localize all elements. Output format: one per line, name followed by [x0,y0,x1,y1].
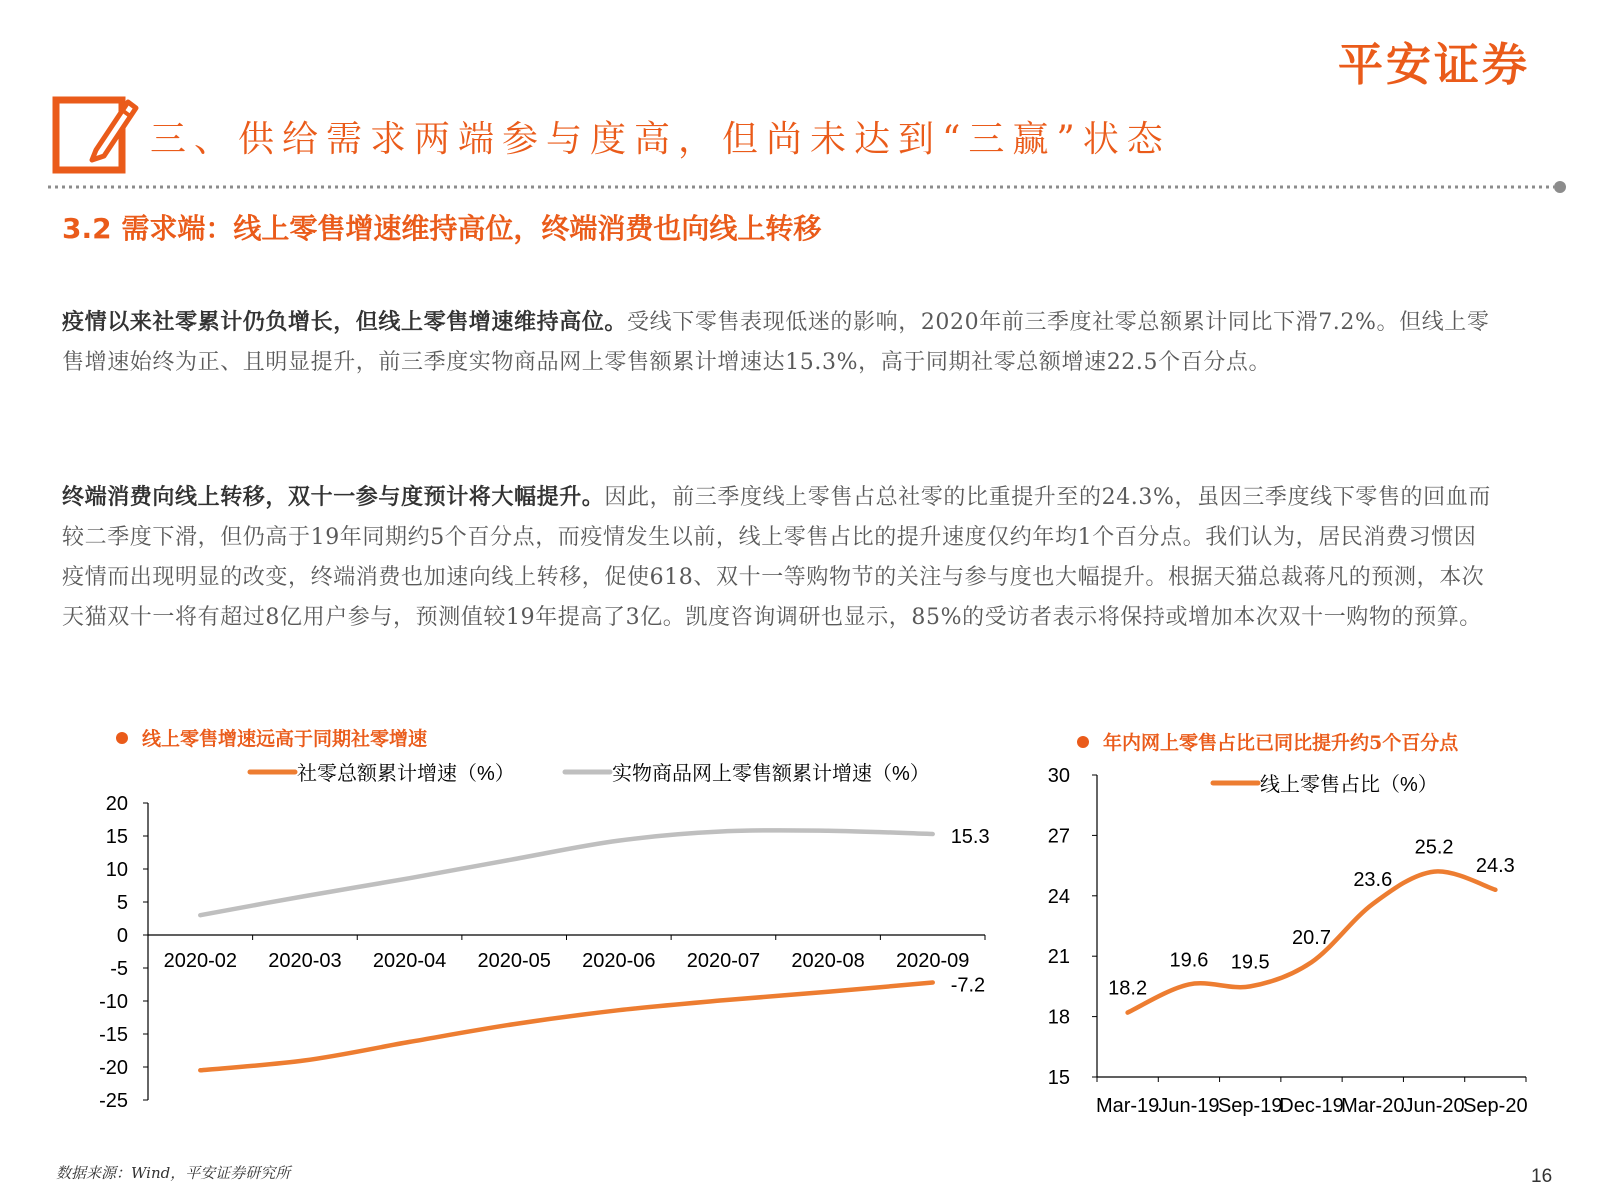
y-tick-label: -10 [99,991,128,1013]
paragraph-2-body: 因此，前三季度线上零售占总社零的比重提升至的24.3%，虽因三季度线下零售的回血而较二季度下滑，但仍高于19年同期约5个百分点，而疫情发生以前，线上零售占比的提升速度仅约年均1个百分点。我们认为，居民消费习惯因疫情而出现明显的改变，终端消费也加速向线上转移，促使618、双十一等购物节的关注与参与度也大幅提升。根据天猫总裁蒋凡的预测，本次天猫双十一将有超过8亿用户参与，预测值较19年提高了3亿。凯度咨询调研也显示，85%的受访者表示将保持或增加本次双十一购物的预算。 [62,485,1491,630]
pingan-securities-logo: 平安证券 [1338,38,1531,91]
paragraph-1-body: 受线下零售表现低迷的影响，2020年前三季度社零总额累计同比下滑7.2%。但线上零售增速始终为正、且明显提升，前三季度实物商品网上零售额累计增速达15.3%，高于同期社零总额增速22.5个百分点。 [62,310,1490,375]
page-number: 16 [1531,1166,1553,1187]
y-tick-label: 18 [1047,1006,1070,1029]
data-label: 18.2 [1108,977,1148,1000]
right-chart-title-text: 年内网上零售占比已同比提升约5个百分点 [1103,732,1459,754]
bullet-dot-icon [116,732,128,744]
x-tick-label: 2020-09 [895,950,970,972]
x-tick-label: 2020-07 [686,950,761,972]
y-tick-label: -20 [99,1057,128,1079]
paragraph-1-lead: 疫情以来社零累计仍负增长，但线上零售增速维持高位。 [62,309,628,335]
legend-label: 实物商品网上零售额累计增速（%） [612,763,930,785]
x-tick-label: Sep-19 [1217,1095,1283,1117]
data-label: 25.2 [1414,836,1454,859]
series-line [200,830,932,915]
x-tick-label: Mar-19 [1095,1095,1160,1117]
y-tick-label: 24 [1047,885,1070,908]
y-tick-label: 15 [1047,1067,1070,1089]
right-chart-title [1077,728,1458,755]
x-tick-label: Dec-19 [1279,1095,1344,1117]
data-label: 19.6 [1169,949,1209,972]
paragraph-2-lead: 终端消费向线上转移，双十一参与度预计将大幅提升。 [62,484,605,510]
x-tick-label: 2020-03 [268,950,342,972]
x-tick-label: 2020-05 [477,950,551,972]
online-share-line-chart [1047,765,1600,1150]
data-label: 20.7 [1292,927,1331,950]
data-source-note: 数据来源：Wind，平安证券研究所 [56,1164,291,1182]
data-label: 19.5 [1230,951,1270,974]
x-tick-label: 2020-02 [163,950,238,972]
x-tick-label: 2020-06 [582,950,656,972]
x-tick-label: Mar-20 [1341,1095,1405,1117]
legend-label: 社零总额累计增速（%） [297,763,515,785]
y-tick-label: 30 [1047,765,1070,787]
dotted-divider [48,180,1568,194]
section-subtitle: 3.2 需求端：线上零售增速维持高位，终端消费也向线上转移 [62,212,822,245]
data-label-end: -7.2 [950,974,986,997]
y-tick-label: 20 [105,793,128,815]
y-tick-label: 15 [105,826,128,848]
left-chart-title-text: 线上零售增速远高于同期社零增速 [142,728,428,750]
y-tick-label: 5 [116,892,128,914]
data-label: 23.6 [1353,868,1393,891]
data-label: 24.3 [1475,854,1515,877]
y-tick-label: 21 [1047,946,1070,969]
y-tick-label: 0 [116,925,128,947]
data-label-end: 15.3 [950,826,990,849]
series-line [200,983,932,1071]
paragraph-1 [62,302,1498,383]
page-title: 三、供给需求两端参与度高，但尚未达到“三赢”状态 [150,119,1171,160]
y-tick-label: -25 [99,1090,128,1112]
bullet-dot-icon [1077,736,1089,748]
x-tick-label: 2020-04 [372,950,447,972]
paragraph-2 [62,477,1498,638]
x-tick-label: Jun-19 [1158,1095,1220,1117]
x-tick-label: Jun-20 [1403,1095,1465,1117]
edit-pencil-icon [52,92,138,178]
x-tick-label: Sep-20 [1463,1095,1528,1117]
y-tick-label: 27 [1047,825,1070,848]
x-tick-label: 2020-08 [791,950,865,972]
y-tick-label: 10 [105,859,128,881]
y-tick-label: -15 [99,1024,128,1046]
left-chart-title [116,724,427,751]
y-tick-label: -5 [110,958,128,980]
legend-label: 线上零售占比（%） [1260,774,1438,796]
retail-growth-line-chart [60,765,1040,1150]
